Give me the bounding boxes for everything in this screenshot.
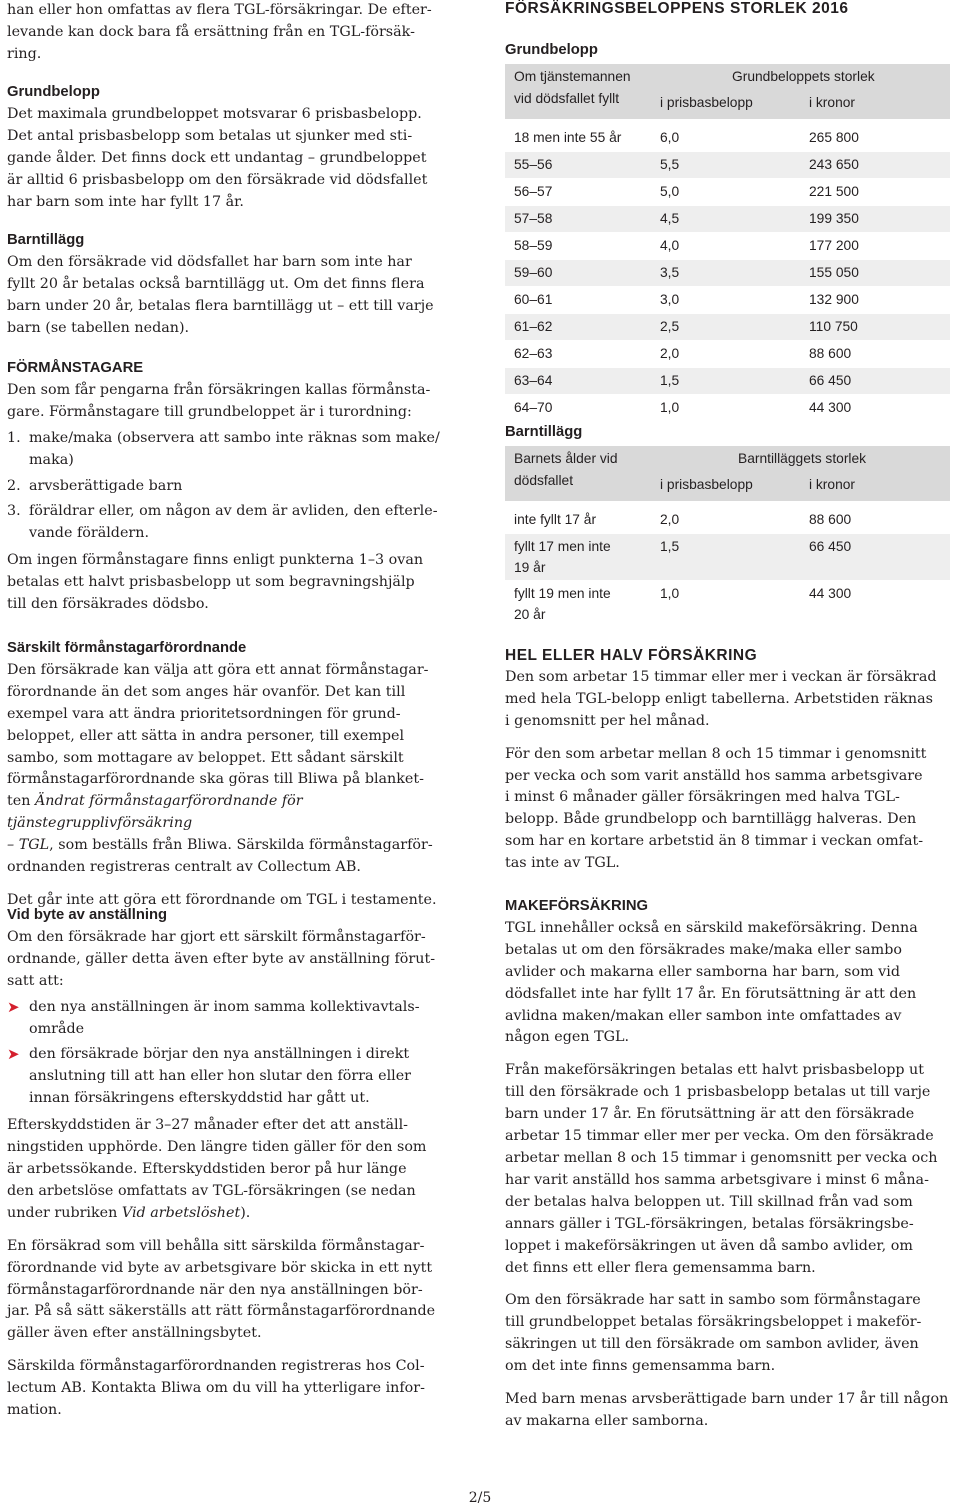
table-row (505, 314, 950, 341)
formanstagare-line: gare. Förmånstagare till grundbeloppet är i turordning: (7, 403, 412, 420)
make-line: annars gäller i TGL-försäkringen, betalas försäkringsbe- (505, 1215, 914, 1232)
grund-table-heading: Grundbelopp (505, 42, 598, 58)
vid-byte-p3-line: gäller även efter anställningsbytet. (7, 1325, 262, 1342)
grundbelopp-section (7, 82, 457, 213)
grundbelopp-table (505, 64, 950, 422)
prisbasbelopp-cell: 1,0 (660, 400, 680, 415)
make-line: avlidna maken/makan eller sambon inte omfattades av (505, 1007, 902, 1024)
hel-halv-line: tas inte av TGL. (505, 855, 620, 872)
make-line: arbetar mellan 8 och 15 timmar i genomsnitt per vecka och (505, 1149, 938, 1166)
table-row (505, 534, 950, 581)
table-header (505, 446, 950, 501)
column-header: vid dödsfallet fyllt (514, 91, 620, 106)
age-cell: 61–62 (514, 319, 553, 334)
arrow-bullet-icon: ➤ (7, 997, 20, 1016)
list-text: make/maka (observera att sambo inte räknas som make/ (29, 429, 440, 446)
kronor-cell: 66 450 (809, 373, 852, 388)
sarskilt-line: förordnande än det som anges här ovanför. Det kan till (7, 683, 406, 700)
age-cell: 55–56 (514, 157, 553, 172)
bullet-item (7, 997, 457, 1041)
vid-byte-text: under rubriken (7, 1204, 122, 1221)
grundbelopp-line: gande ålder. Det finns dock ett undantag – grundbeloppet (7, 149, 427, 166)
prisbasbelopp-cell: 1,5 (660, 539, 680, 554)
make-line: TGL innehåller också en särskild makeförsäkring. Denna (505, 919, 918, 936)
grundbelopp-line: Det maximala grundbeloppet motsvarar 6 prisbasbelopp. (7, 105, 422, 122)
kronor-cell: 110 750 (809, 319, 858, 334)
list-text: arvsberättigade barn (29, 477, 183, 494)
age-cell: 64–70 (514, 400, 553, 415)
column-header: i prisbasbelopp (660, 477, 753, 492)
list-number: 1. (7, 429, 21, 446)
barntillagg-section (7, 230, 457, 340)
list-text: vande föräldern. (29, 525, 149, 542)
make-line: Om den försäkrade har satt in sambo som förmånstagare (505, 1292, 921, 1309)
list-text: föräldrar eller, om någon av dem är avliden, den efterle- (29, 503, 438, 520)
vid-byte-text: ). (240, 1204, 251, 1221)
make-line: avlider och makarna eller samborna har barn, som vid (505, 963, 900, 980)
hel-halv-line: Den som arbetar 15 timmar eller mer i veckan är försäkrad (505, 668, 937, 685)
make-line: har varit anställd hos samma arbetsgivare i minst 6 måna- (505, 1171, 929, 1188)
table-header (505, 64, 950, 119)
sarskilt-line: förmånstagarförordnande ska göras till Bliwa på blanket- (7, 771, 424, 788)
table-row (505, 152, 950, 179)
formanstagare-after-line: Om ingen förmånstagare finns enligt punkterna 1–3 ovan (7, 552, 424, 569)
formanstagare-line: Den som får pengarna från försäkringen kallas förmånsta- (7, 381, 431, 398)
grundbelopp-line: har barn som inte har fyllt 17 år. (7, 193, 244, 210)
make-line: av makarna eller samborna. (505, 1412, 709, 1429)
prisbasbelopp-cell: 1,0 (660, 586, 680, 601)
arrow-bullet-icon: ➤ (7, 1045, 20, 1064)
make-line: arbetar 15 timmar eller mer per vecka. Om den försäkrade (505, 1128, 934, 1145)
table-row (505, 507, 950, 534)
age-cell: 56–57 (514, 184, 553, 199)
sarskilt-line: exempel vara att ändra prioritetsordningen för grund- (7, 705, 401, 722)
kronor-cell: 88 600 (809, 346, 852, 361)
column-header: Om tjänstemannen (514, 69, 631, 84)
table-row (505, 341, 950, 368)
sarskilt-line: sambo, som mottagare av beloppet. Ett sådant särskilt (7, 749, 404, 766)
hel-halv-line: För den som arbetar mellan 8 och 15 timmar i genomsnitt (505, 745, 927, 762)
vid-byte-p2-line: ningstiden upphörde. Den längre tiden gäller för den som (7, 1139, 427, 1156)
hel-halv-section (505, 645, 957, 875)
intro-line: ring. (7, 45, 42, 62)
sarskilt-section (7, 638, 457, 912)
age-cell: 18 men inte 55 år (514, 130, 622, 145)
grundbelopp-line: Det antal prisbasbelopp som betalas ut sjunker med sti- (7, 127, 413, 144)
list-item (7, 476, 457, 498)
table-row (505, 179, 950, 206)
prisbasbelopp-cell: 2,5 (660, 319, 680, 334)
table-body (505, 119, 950, 422)
kronor-cell: 243 650 (809, 157, 859, 172)
prisbasbelopp-cell: 5,5 (660, 157, 680, 172)
list-text: maka) (29, 451, 74, 468)
bullet-text: anslutning till att han eller hon slutar den förra eller (29, 1068, 412, 1085)
hel-halv-line: i genomsnitt per hel månad. (505, 712, 710, 729)
prisbasbelopp-cell: 5,0 (660, 184, 680, 199)
prisbasbelopp-cell: 1,5 (660, 373, 680, 388)
kronor-cell: 44 300 (809, 400, 852, 415)
intro-line: levande kan dock bara få ersättning från en TGL-försäk- (7, 23, 415, 40)
prisbasbelopp-cell: 4,0 (660, 238, 680, 253)
prisbasbelopp-cell: 2,0 (660, 346, 680, 361)
prisbasbelopp-cell: 3,5 (660, 265, 680, 280)
column-header: Barnets ålder vid (514, 451, 618, 466)
table-row (505, 581, 950, 628)
make-line: loppet i makeförsäkringen ut även då sambo avlider, om (505, 1237, 913, 1254)
sarskilt-text: , som beställs från Bliwa. Särskilda förmånstagarför- (49, 837, 433, 854)
make-line: säkringen ut till den försäkrade om sambon avlider, även (505, 1336, 919, 1353)
vid-byte-p4-line: Särskilda förmånstagarförordnanden registreras hos Col- (7, 1358, 425, 1375)
formanstagare-after-line: betalas ett halvt prisbasbelopp ut som begravningshjälp (7, 574, 415, 591)
barntillagg-line: Om den försäkrade vid dödsfallet har barn som inte har (7, 253, 412, 270)
make-line: Med barn menas arvsberättigade barn under 17 år till någon (505, 1391, 949, 1408)
age-cell: 60–61 (514, 292, 553, 307)
grundbelopp-heading: Grundbelopp (7, 84, 100, 100)
sarskilt-line: Den försäkrade kan välja att göra ett annat förmånstagar- (7, 661, 429, 678)
table-row (505, 287, 950, 314)
vid-byte-line: ordnande, gäller detta även efter byte av anställning förut- (7, 950, 436, 967)
sarskilt-line (7, 835, 457, 857)
make-heading: MAKEFÖRSÄKRING (505, 898, 649, 914)
intro-line: han eller hon omfattas av flera TGL-försäkringar. De efter- (7, 2, 432, 18)
table-row (505, 125, 950, 152)
sarskilt-line (7, 791, 457, 835)
barntillagg-line: barn (se tabellen nedan). (7, 319, 190, 336)
barntillagg-line: fyllt 20 år betalas också barntillägg ut. Om det finns flera (7, 275, 425, 292)
prisbasbelopp-cell: 4,5 (660, 211, 680, 226)
barntillagg-table (505, 446, 950, 628)
hel-halv-line: som har en kortare arbetstid än 8 timmar i veckan omfat- (505, 833, 924, 850)
list-item (7, 501, 457, 545)
prisbasbelopp-cell: 6,0 (660, 130, 680, 145)
vid-byte-heading: Vid byte av anställning (7, 907, 168, 923)
prisbasbelopp-cell: 3,0 (660, 292, 680, 307)
kronor-cell: 66 450 (809, 539, 852, 554)
age-cell: 58–59 (514, 238, 553, 253)
formanstagare-after-line: till den försäkrades dödsbo. (7, 596, 209, 613)
vid-byte-line: Om den försäkrade har gjort ett särskilt förmånstagarför- (7, 928, 426, 945)
vid-byte-p3-line: En försäkrad som vill behålla sitt särskilda förmånstagar- (7, 1237, 425, 1254)
make-line: dödsfallet inte har fyllt 17 år. En förutsättning är att den (505, 985, 917, 1002)
column-header: i kronor (809, 477, 856, 492)
age-cell: 19 år (514, 560, 546, 575)
kronor-cell: 265 800 (809, 130, 859, 145)
vid-byte-p3-line: förordnande vid byte av arbetsgivare bör skicka in ett nytt (7, 1259, 433, 1276)
age-cell: inte fyllt 17 år (514, 512, 597, 527)
vid-byte-p3-line: förmånstagarförordnande när den nya anställningen bör- (7, 1281, 423, 1298)
make-line: barn under 17 år. En förutsättning är att den försäkrade (505, 1106, 915, 1123)
list-item (7, 428, 457, 472)
grundbelopp-line: är alltid 6 prisbasbelopp om den försäkrade vid dödsfallet (7, 171, 428, 188)
vid-byte-section (7, 905, 457, 1422)
age-cell: 62–63 (514, 346, 553, 361)
table-row (505, 206, 950, 233)
table-body (505, 501, 950, 628)
hel-halv-line: med hela TGL-belopp enligt tabellerna. Arbetstiden räknas (505, 690, 933, 707)
barn-table-heading: Barntillägg (505, 424, 583, 440)
age-cell: 63–64 (514, 373, 553, 388)
hel-halv-line: belopp. Både grundbelopp och barntillägg halveras. Den (505, 811, 917, 828)
table-row (505, 395, 950, 422)
group-header: Grundbeloppets storlek (732, 69, 875, 84)
make-line: om det inte finns gemensamma barn. (505, 1358, 776, 1375)
bullet-text: område (29, 1020, 85, 1037)
kronor-cell: 177 200 (809, 238, 859, 253)
testament-note: Det går inte att göra ett förordnande om TGL i testamente. (7, 891, 437, 908)
vid-byte-p2-line: är arbetssökande. Efterskyddstiden beror på hur länge (7, 1160, 407, 1177)
age-cell: fyllt 19 men inte (514, 586, 611, 601)
form-title: Ändrat förmånstagarförordnande för tjänstegrupplivförsäkring (7, 793, 303, 832)
vid-byte-p2-line (7, 1203, 457, 1225)
section-title: FÖRSÄKRINGSBELOPPENS STORLEK 2016 (505, 0, 849, 17)
age-cell: 59–60 (514, 265, 553, 280)
bullet-item (7, 1044, 457, 1110)
kronor-cell: 155 050 (809, 265, 859, 280)
make-line: till den försäkrade och 1 prisbasbelopp betalas ut till varje (505, 1084, 931, 1101)
vid-byte-p4-line: mation. (7, 1402, 62, 1419)
rubric-reference: Vid arbetslöshet (121, 1204, 241, 1221)
age-cell: fyllt 17 men inte (514, 539, 611, 554)
sarskilt-line: ordnanden registreras centralt av Collectum AB. (7, 859, 361, 876)
sarskilt-line: beloppet, eller att sätta in andra personer, till exempel (7, 727, 405, 744)
sarskilt-heading: Särskilt förmånstagarförordnande (7, 640, 247, 656)
make-line: det finns ett eller flera gemensamma barn. (505, 1259, 816, 1276)
kronor-cell: 44 300 (809, 586, 852, 601)
vid-byte-p2-line: den arbetslöse omfattats av TGL-försäkringen (se nedan (7, 1182, 416, 1199)
make-line: Från makeförsäkringen betalas ett halvt prisbasbelopp ut (505, 1062, 925, 1079)
vid-byte-line: satt att: (7, 972, 64, 989)
formanstagare-heading: FÖRMÅNSTAGARE (7, 360, 144, 376)
sarskilt-text: ten (7, 793, 35, 810)
vid-byte-p3-line: jar. På så sätt säkerställs att rätt förmånstagarförordnande (7, 1303, 436, 1320)
formanstagare-section (7, 358, 457, 616)
table-row (505, 233, 950, 260)
table-row (505, 368, 950, 395)
makeforsakring-section (505, 896, 957, 1433)
bullet-text: den nya anställningen är inom samma kollektivavtals- (29, 998, 420, 1015)
column-header: dödsfallet (514, 473, 574, 488)
age-cell: 20 år (514, 607, 546, 622)
make-line: der betalas halva beloppen ut. Till skillnad från vad som (505, 1193, 913, 1210)
kronor-cell: 132 900 (809, 292, 859, 307)
group-header: Barntilläggets storlek (738, 451, 867, 466)
hel-halv-line: i minst 6 månader gäller försäkringen med halva TGL- (505, 789, 900, 806)
make-line: betalas ut om den försäkrades make/maka eller sambo (505, 941, 902, 958)
make-line: till grundbeloppet betalas försäkringsbeloppet i makeför- (505, 1314, 922, 1331)
list-number: 3. (7, 503, 21, 520)
vid-byte-p4-line: lectum AB. Kontakta Bliwa om du vill ha ytterligare infor- (7, 1380, 425, 1397)
kronor-cell: 199 350 (809, 211, 859, 226)
kronor-cell: 221 500 (809, 184, 859, 199)
barntillagg-line: barn under 20 år, betalas flera barntillägg ut – ett till varje (7, 297, 434, 314)
form-title: – TGL (7, 837, 50, 854)
hel-halv-heading: HEL ELLER HALV FÖRSÄKRING (505, 647, 758, 664)
age-cell: 57–58 (514, 211, 553, 226)
bullet-text: innan försäkringens efterskyddstid har gått ut. (29, 1090, 370, 1107)
vid-byte-p2-line: Efterskyddstiden är 3–27 månader efter det att anställ- (7, 1117, 408, 1134)
kronor-cell: 88 600 (809, 512, 852, 527)
column-header: i kronor (809, 95, 856, 110)
hel-halv-line: per vecka och som varit anställd hos samma arbetsgivare (505, 767, 923, 784)
make-line: någon egen TGL. (505, 1029, 630, 1046)
barntillagg-heading: Barntillägg (7, 232, 85, 248)
bullet-text: den försäkrade börjar den nya anställningen i direkt (29, 1046, 410, 1063)
prisbasbelopp-cell: 2,0 (660, 512, 680, 527)
column-header: i prisbasbelopp (660, 95, 753, 110)
intro-paragraph (7, 0, 432, 66)
table-row (505, 260, 950, 287)
list-number: 2. (7, 477, 21, 494)
page-number: 2/5 (468, 1490, 492, 1506)
